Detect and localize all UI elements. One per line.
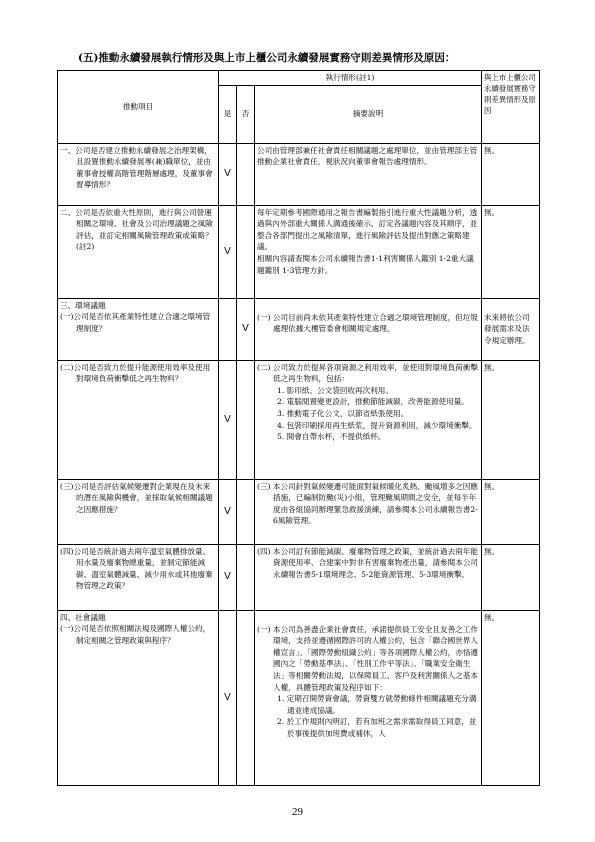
table-row bbox=[58, 205, 540, 298]
yes-mark: V bbox=[219, 143, 237, 205]
summary-text: (四) 本公司訂有節能減碳、廢棄物管理之政策，並統計過去兩年能資源使用率、合建案中對非有害廢棄物產出量，請參閱本公司永續報告書5-1環境理念、5-2能資源管理、5-3環境衝擊。 bbox=[257, 546, 479, 579]
table-row bbox=[58, 479, 540, 544]
table-row bbox=[58, 143, 540, 205]
table-row bbox=[58, 610, 540, 785]
summary-text: 公司由管理部兼任社會責任相關議題之處理單位，並由管理部主管推動企業社會責任，視狀況向董事會報告處理情形。 bbox=[257, 145, 478, 167]
item-text: (三)公司是否評估氣候變遷對企業現在及未來的潛在風險與機會，並採取氣候相關議題之因應措施？ bbox=[60, 481, 213, 514]
table-row bbox=[58, 544, 540, 610]
diff-text: 未來將依公司發展需求及法令規定辦理。 bbox=[482, 298, 540, 360]
header-summary: 摘要說明 bbox=[255, 85, 482, 143]
yes-mark: V bbox=[219, 205, 237, 298]
summary-text: (二) 公司致力於提昇各項資源之利用效率，並使用對環境負荷衝擊低之再生物料，包括： bbox=[257, 362, 478, 384]
summary-text: (三) 本公司針對氣候變遷可能面對氣候暖化炙熱、颱風增多之因應措施，已編制防颱(災)小組，管理颱風期間之安全，並每半年度由各組協同辦理緊急救援演練，請參閱本公司永續報告書2-6風險管理。 bbox=[257, 481, 478, 526]
no-mark bbox=[237, 610, 255, 785]
item-text: 一、公司是否建立推動永續發展之治理架構，且設置推動永續發展專(兼)職單位，並由董事會授權高階管理階層處理，及董事會督導情形？ bbox=[60, 145, 213, 190]
no-mark bbox=[237, 544, 255, 610]
list-item: 3. 推動電子化公文，以節省紙張使用。 bbox=[277, 408, 409, 418]
env-heading: 三、環境議題 bbox=[60, 300, 106, 310]
diff-text: 無。 bbox=[482, 544, 540, 610]
no-mark bbox=[237, 360, 255, 479]
summary-text: (一) 公司目前尚未依其產業特性建立合適之環境管理制度，但垃圾處理依據大樓管委會相關規定處理。 bbox=[257, 312, 478, 334]
yes-mark bbox=[219, 298, 237, 360]
header-exec: 執行情形(註1) bbox=[219, 71, 482, 86]
list-item: 1. 影印紙、公文袋回收再次利用。 bbox=[277, 385, 393, 395]
item-text: (二)公司是否致力於提升能源使用效率及使用對環境負荷衝擊低之再生物料？ bbox=[60, 362, 211, 384]
summary-text: 相關內容請查閱本公司永續報告書1-1利害關係人鑑別 1-2重大議題鑑別 1-3管理方針。 bbox=[257, 253, 474, 275]
item-text: (四)公司是否統計過去兩年溫室氣體排放量、用水量及廢棄物總重量，並制定節能減碳、溫室氣體減量、減少用水或其他廢棄物管理之政策？ bbox=[60, 546, 213, 591]
no-mark bbox=[237, 143, 255, 205]
social-heading: 四、社會議題 bbox=[60, 612, 106, 622]
yes-mark: V bbox=[219, 544, 237, 610]
diff-text: 無。 bbox=[482, 610, 540, 785]
item-text: (一)公司是否依照相關法規及國際人權公約，制定相關之管理政策與程序？ bbox=[60, 624, 211, 645]
summary-text: (一) 本公司為善盡企業社會責任，承諾提供員工安全且友善之工作環境，支持並遵循國際許可的人權公約，包含「聯合國世界人權宣言」、「國際勞動組織公約」等各項國際人權公約，亦恪遵國內之「勞動基準法」、「性別工作平等法」、「職業安全衛生法」等相關勞動法規，以保障員工、客戶及利害關係人之基本人權，具體管理政策及程序如下： bbox=[257, 624, 479, 692]
table-row bbox=[58, 298, 540, 360]
list-item: 4. 包裝印刷採用再生紙浆，提升資源利用，減少環境衝擊。 bbox=[277, 420, 477, 430]
header-item: 推動項目 bbox=[58, 71, 219, 144]
list-item: 2. 於工作規則內明訂，若有加班之需求需取得員工同意，並於事後提供加班費或補休，人 bbox=[277, 717, 477, 738]
summary-text: 每年定期參考國際通用之報告書編製指引進行重大性議題分析，透過與內外部重大關係人溝通後確示、訂定各議題內容及其順序，並整合各部門提出之風險清單，進行風險評估及提出對應之策略建議。 bbox=[257, 207, 478, 252]
header-diff: 與上市上櫃公司永續發展實務守則差異情形及原因 bbox=[482, 71, 540, 144]
no-mark: V bbox=[237, 298, 255, 360]
diff-text: 無。 bbox=[482, 360, 540, 479]
header-yes: 是 bbox=[219, 85, 237, 143]
diff-text: 無。 bbox=[482, 205, 540, 298]
no-mark bbox=[237, 479, 255, 544]
list-item: 5. 開會自帶水杯，不提供紙杯。 bbox=[277, 432, 386, 442]
header-no: 否 bbox=[237, 85, 255, 143]
table-row bbox=[58, 360, 540, 479]
yes-mark: V bbox=[219, 479, 237, 544]
yes-mark: V bbox=[219, 360, 237, 479]
list-item: 2. 電腦閒置變更設計，推動節能減碳，改善能源使用量。 bbox=[277, 397, 469, 407]
no-mark bbox=[237, 205, 255, 298]
section-title: (五)推動永續發展執行情形及與上市上櫃公司永續發展實務守則差異情形及原因： bbox=[78, 52, 456, 64]
item-text: (一)公司是否依其產業特性建立合適之環境管理制度？ bbox=[60, 312, 211, 333]
diff-text: 無。 bbox=[482, 143, 540, 205]
list-item: 1. 定期召開勞資會議，勞資雙方就勞動條件相關議題充分溝通並達成協議。 bbox=[277, 694, 477, 715]
diff-text: 無。 bbox=[482, 479, 540, 544]
page-number: 29 bbox=[292, 806, 303, 818]
yes-mark: V bbox=[219, 610, 237, 785]
sustainability-table bbox=[57, 70, 540, 786]
item-text: 二、公司是否依重大性原則，進行與公司營運相關之環境、社會及公司治理議題之風險評估，並訂定相關風險管理政策或策略？(註2) bbox=[60, 207, 213, 252]
